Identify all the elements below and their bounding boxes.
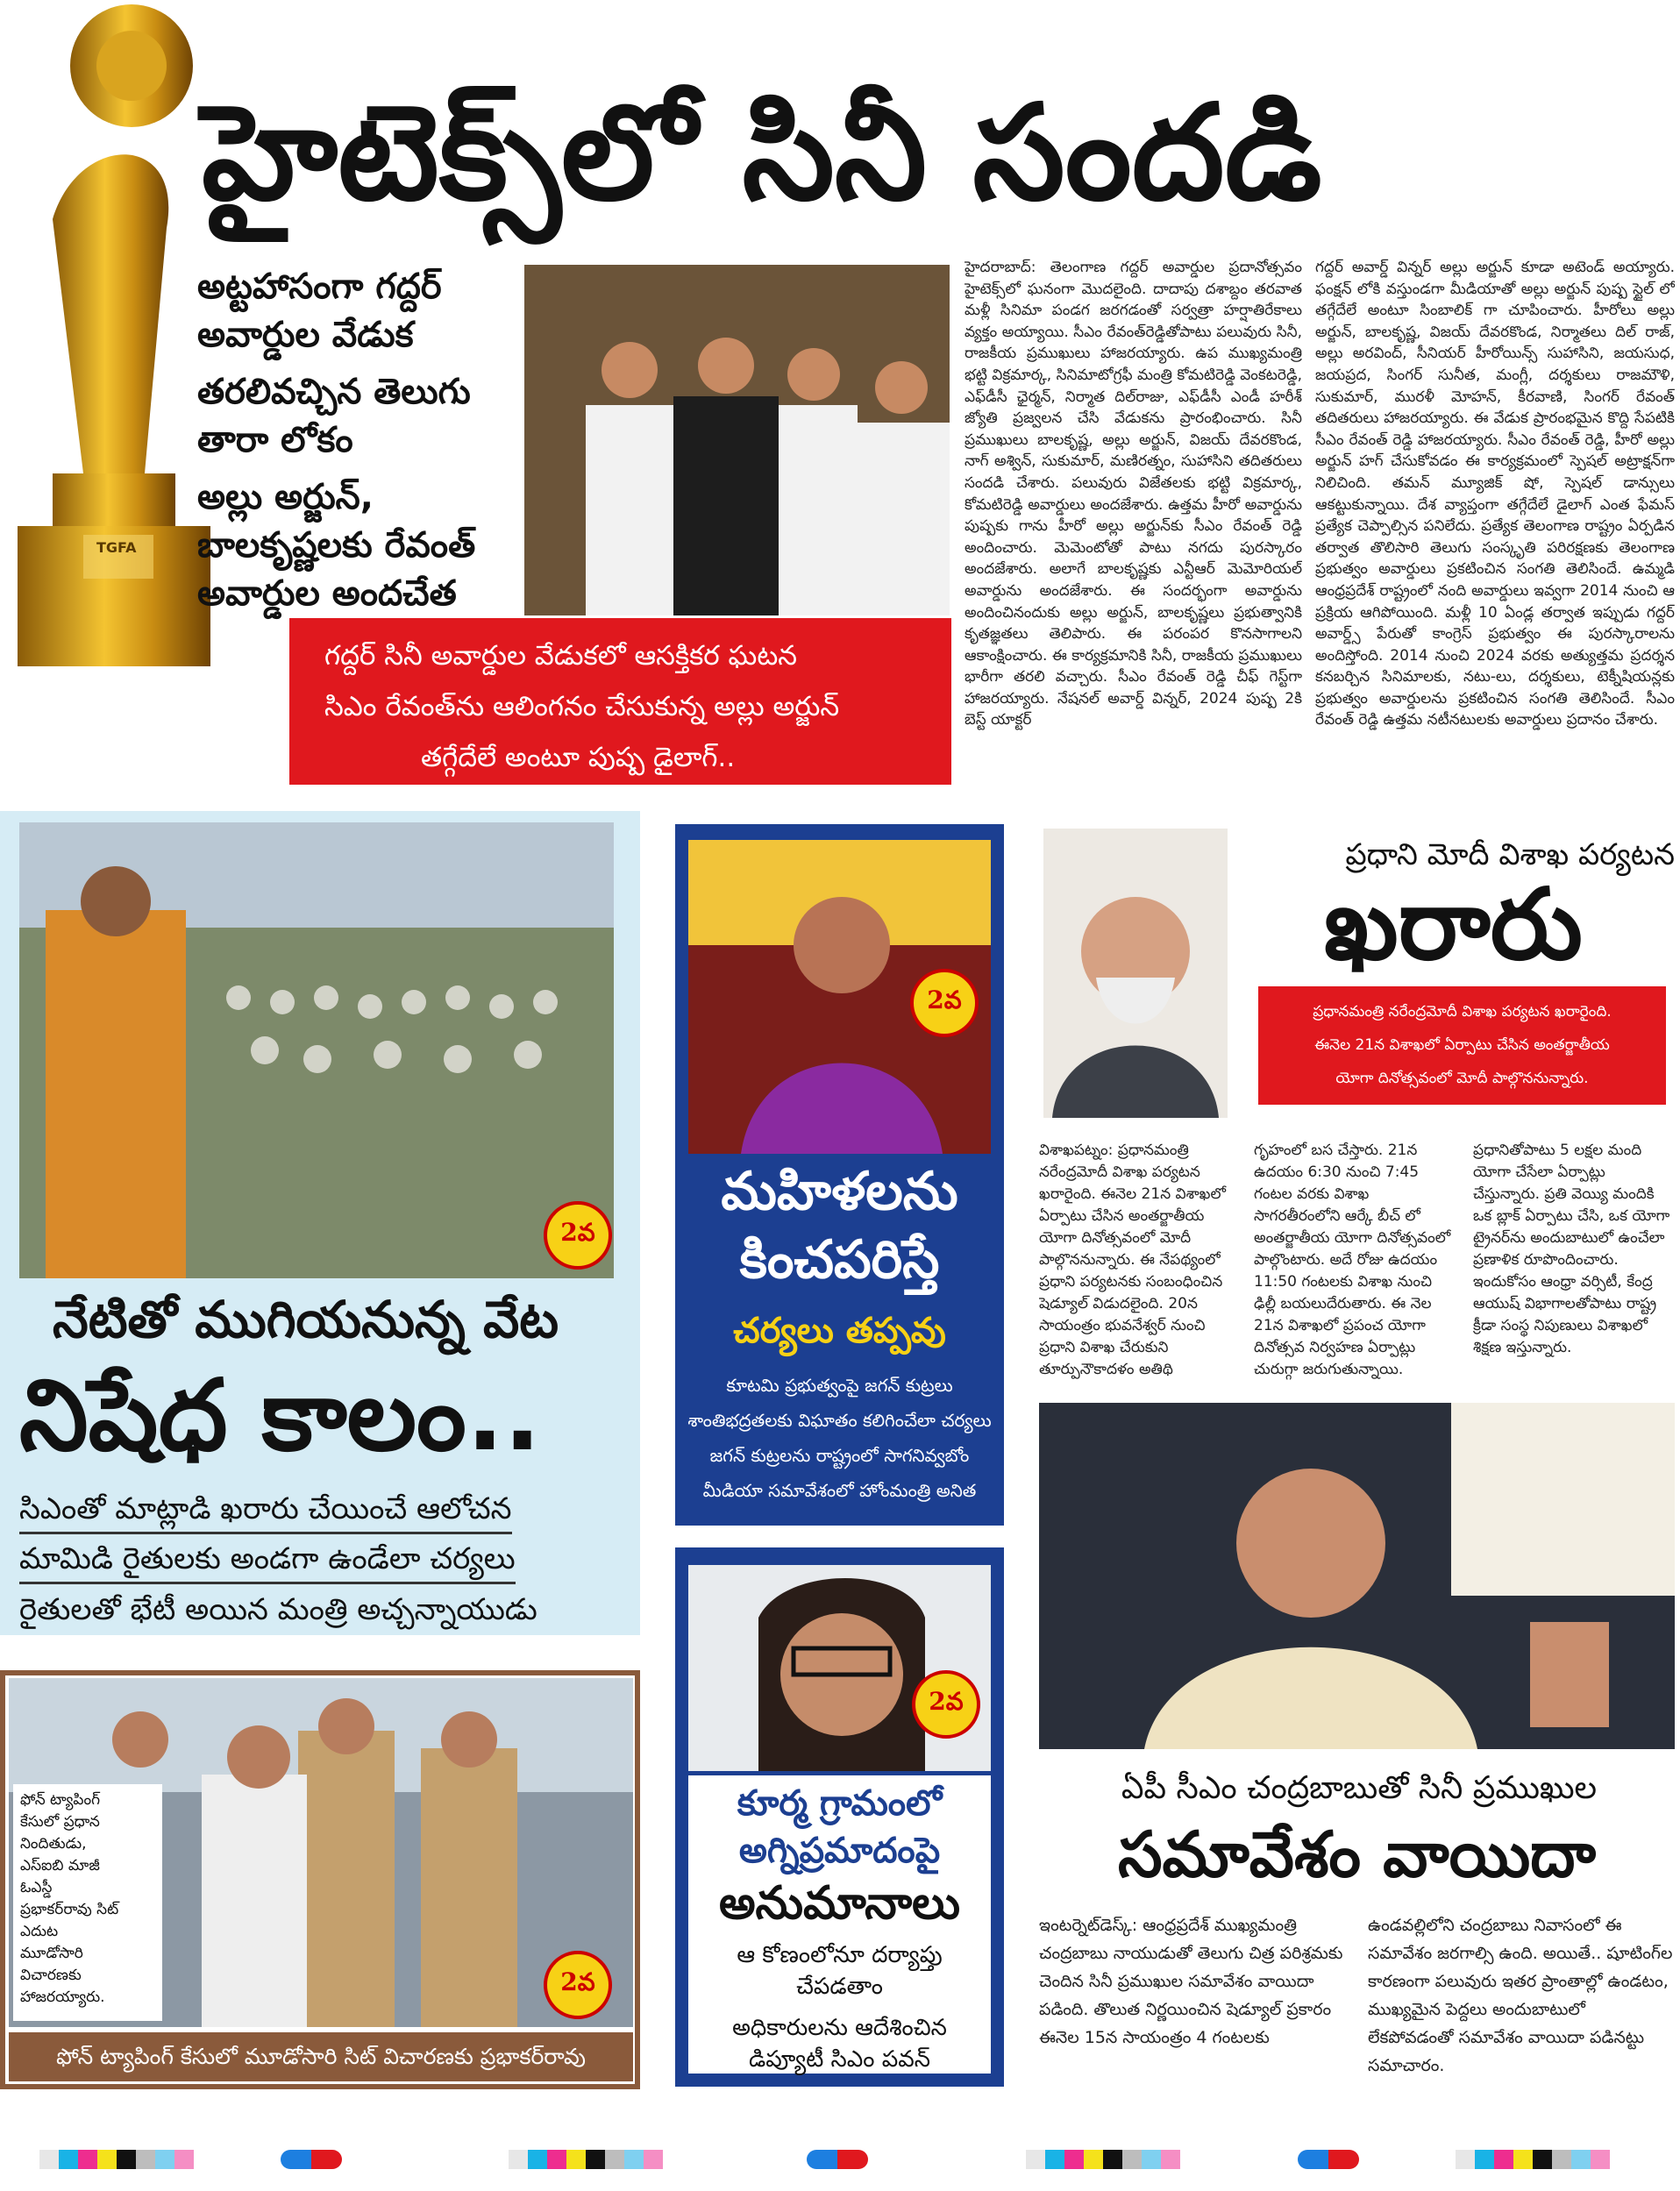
lead-body-col-1: హైదరాబాద్: తెలంగాణ గద్దర్ అవార్డుల ప్రదానోత్సవం హైటెక్స్‌లో ఘనంగా మొదలైంది. దాదాపు దశాబ్దం తరవాత మళ్లీ సినిమా పండగ జరగడంతో సర్వత్రా హర్షాతిరేకాలు వ్యక్తం అయ్యాయి. సీఎం రేవంత్‌రెడ్డితోపాటు పలువురు సినీ, రాజకీయ ప్రముఖులు హాజరయ్యారు. ఉప ముఖ్యమంత్రి భట్టి విక్రమార్క, సినిమాటోగ్రఫీ మంత్రి కోమటిరెడ్డి వెంకటరెడ్డి, ఎఫ్‌డీసీ ఛైర్మన్, నిర్మాత దిల్‌రాజు, ఎఫ్‌డీసీ ఎండీ హరీశ్ జ్యోతి ప్రజ్వలన చేసి వేడుకను ప్రారంభించారు. సినీ ప్రముఖులు బాలకృష్ణ, అల్లు అర్జున్, విజయ్ దేవరకొండ, నాగ్ అశ్విన్, సుకుమార్, మణిరత్నం, సుహాసిని తదితరులు సందడి చేశారు. పలువురు విజేతలకు భట్టి విక్రమార్క, కోమటిరెడ్డి అవార్డులు అందజేశారు. ఉత్తమ హీరో అవార్డును పుష్పకు గాను హీరో అల్లు అర్జున్‌కు సీఎం రేవంత్ రెడ్డి అందించారు. మెమెంటోతో పాటు నగదు పురస్కారం అందజేశారు. అలాగే బాలకృష్ణకు ఎన్టీఆర్ మెమోరియల్ అవార్డును అందజేశారు. ఈ సందర్భంగా అవార్డును అందించినందుకు అల్లు అర్జున్, బాలకృష్ణలు ప్రభుత్వానికి కృతజ్ఞతలు తెలిపారు. ఈ పరంపర కొనసాగాలని ఆకాంక్షించారు. ఈ కార్యక్రమానికి సినీ, రాజకీయ ప్రముఖులు భారీగా తరలి వచ్చారు. సీఎం రేవంత్ రెడ్డి చీఫ్ గెస్ట్‌గా హాజరయ్యారు. నేషనల్ అవార్డ్ విన్నర్, 2024 పుష్ప 2కి బెస్ట్ యాక్టర్ — [965, 259, 1302, 729]
page-headline: హైటెక్స్‌లో సినీ సందడి — [202, 77, 1322, 230]
reg-pill-2 — [807, 2150, 868, 2169]
women-subhead: చర్యలు తప్పవు — [733, 1311, 946, 1351]
phone-caption-3: నిందితుడు, — [20, 1835, 87, 1853]
fire-sub-2: చేపడతాం — [796, 1974, 883, 2000]
modi-kicker: ప్రధాని మోదీ విశాఖ పర్యటన — [1345, 837, 1675, 872]
fire-headline-1: కూర్మ గ్రామంలో — [737, 1783, 943, 1824]
color-bar-4 — [1456, 2150, 1610, 2169]
hunting-headline-big: నిషేధ కాలం.. — [19, 1359, 541, 1473]
cbn-col-2: ఉండవల్లిలోని చంద్రబాబు నివాసంలో ఈ సమావేశం జరగాల్సి ఉంది. అయితే.. షూటింగ్‌ల కారణంగా పలువురు ఇతర ప్రాంతాల్లో ఉండటం, ముఖ్యమైన పెద్దలు అందుబాటులో లేకపోవడంతో సమావేశం వాయిదా పడినట్టు సమాచారం. — [1368, 1916, 1673, 2075]
reg-pill-3 — [1298, 2150, 1359, 2169]
fire-sub-3: అధికారులను ఆదేశించిన — [732, 2015, 947, 2041]
modi-red-box — [1258, 986, 1666, 1105]
women-body-3: జగన్ కుట్రలను రాష్ట్రంలో సాగనివ్వబోం — [709, 1445, 970, 1466]
fire-stamp: 2వ — [912, 1670, 980, 1739]
phone-caption-6: ప్రభాకర్‌రావు సిట్ — [20, 1901, 119, 1918]
phone-caption — [13, 1784, 162, 2021]
lead-red-box — [289, 618, 951, 785]
color-bar-3 — [1026, 2150, 1180, 2169]
lead-red-line-1: గద్దర్ సినీ అవార్డుల వేడుకలో ఆసక్తికర ఘటన — [324, 640, 798, 672]
fire-sub-4: డిప్యూటీ సిఎం పవన్ — [749, 2046, 930, 2073]
phone-bottom-bar: ఫోన్ ట్యాపింగ్ కేసులో మూడోసారి సిట్ విచారణకు ప్రభాకర్‌రావు — [9, 2032, 633, 2081]
cbn-photo — [1039, 1403, 1675, 1749]
modi-headline: ఖరారు — [1324, 868, 1583, 982]
fire-headline-2: అగ్నిప్రమాదంపై — [738, 1831, 941, 1871]
modi-col-3: ప్రధానితోపాటు 5 లక్షల మంది యోగా చేసేలా ఏర్పాట్లు చేస్తున్నారు. ప్రతి వెయ్యి మందికి ఒక బ్లాక్ ఏర్పాటు చేసి, ఒక యోగా ట్రైనర్‌ను అందుబాటులో ఉంచేలా ప్రణాళిక రూపొందించారు. ఇందుకోసం ఆంధ్రా వర్సిటీ, కేంద్ర ఆయుష్ విభాగాలతోపాటు రాష్ట్ర క్రీడా సంస్థ నిపుణులు విశాఖలో శిక్షణ ఇస్తున్నారు. — [1473, 1142, 1670, 1356]
cbn-kicker: ఏపీ సీఎం చంద్రబాబుతో సినీ ప్రముఖుల — [1121, 1770, 1598, 1806]
hunting-headline-small: నేటితో ముగియనున్న వేట — [53, 1290, 559, 1349]
modi-col-2: గృహంలో బస చేస్తారు. 21న ఉదయం 6:30 నుంచి 7:45 గంటల వరకు విశాఖ సాగరతీరంలోని ఆర్కే బీచ్ లో అంతర్జాతీయ యోగా దినోత్సవంలో పాల్గొంటారు. అదే రోజు ఉదయం 11:50 గంటలకు విశాఖ నుంచి ఢిల్లీ బయలుదేరుతారు. ఈ నెల 21న విశాఖలో ప్రపంచ యోగా దినోత్సవ నిర్వహణ ఏర్పాట్లు చురుగ్గా జరుగుతున్నాయి. — [1254, 1142, 1451, 1378]
women-body-4: మీడియా సమావేశంలో హోంమంత్రి అనిత — [702, 1480, 977, 1501]
lead-red-line-2: సిఎం రేవంత్‌ను ఆలింగనం చేసుకున్న అల్లు అర్జున్ — [324, 691, 840, 722]
lead-photo — [524, 265, 950, 615]
fire-photo — [688, 1565, 991, 1771]
hunting-stamp: 2వ — [544, 1201, 612, 1270]
modi-photo — [1043, 829, 1228, 1118]
women-body-1: కూటమి ప్రభుత్వంపై జగన్ కుట్రలు — [726, 1375, 953, 1396]
phone-caption-9: విచారణకు — [20, 1967, 82, 1984]
women-stamp: 2వ — [910, 969, 979, 1037]
color-bar-2 — [509, 2150, 663, 2169]
phone-caption-2: కేసులో ప్రధాన — [20, 1813, 100, 1831]
fire-sub-1: ఆ కోణంలోనూ దర్యాప్తు — [737, 1942, 943, 1968]
hunting-sub-1: సిఎంతో మాట్లాడి ఖరారు చేయించే ఆలోచన — [19, 1486, 512, 1534]
lead-body-col-2: గద్దర్ అవార్డ్ విన్నర్ అల్లు అర్జున్ కూడా అటెండ్ అయ్యారు. ఫంక్షన్ లోకి వస్తుండగా మీడియాతో అల్లు అర్జున్ పుష్ప స్టైల్ లో తగ్గేదేలే అంటూ సింబాలిక్ గా చూపించారు. హీరోలు అల్లు అర్జున్, బాలకృష్ణ, విజయ్ దేవరకొండ, నిర్మాతలు దిల్ రాజ్, అల్లు అరవింద్, సీనియర్ హీరోయిన్స్ సుహాసిని, జయసుధ, జయప్రద, సింగర్ సునీత, మంగ్లీ, దర్శకులు రాజమౌళి, సుకుమార్, మురళీ మోహన్, కీరవాణి, సింగర్ రేవంత్ తదితరులు హాజరయ్యారు. ఈ వేడుక ప్రారంభమైన కొద్ది సేపటికి సీఎం రేవంత్ రెడ్డి హాజరయ్యారు. సీఎం రేవంత్ రెడ్డి, హీరో అల్లు అర్జున్ హగ్ చేసుకోవడం ఈ కార్యక్రమంలో స్పెషల్ అట్రాక్షన్‌గా నిలిచింది. తమన్ మ్యూజిక్ షో, స్పెషల్ డాన్సులు ఆకట్టుకున్నాయి. దేశ వ్యాప్తంగా తగ్గేదేలే డైలాగ్ ఎంత ఫేమస్ ప్రత్యేక చెప్పాల్సిన పనిలేదు. ప్రత్యేక తెలంగాణ రాష్ట్రం ఏర్పడిన తర్వాత తొలిసారి తెలుగు సంస్కృతి పరిరక్షణకు తెలంగాణ ప్రభుత్వం అవార్డులు ప్రకటించిన సంగతి తెలిసిందే. ఉమ్మడి ఆంధ్రప్రదేశ్ రాష్ట్రంలో నంది అవార్డులు ఇవ్వగా 2014 నుంచి ఆ ప్రక్రియ ఆగిపోయింది. మళ్లీ 10 ఏండ్ల తర్వాత ఇప్పుడు గద్దర్ అవార్డ్స్ పేరుతో కాంగ్రెస్ ప్రభుత్వం ఈ పురస్కారాలను అందిస్తోంది. 2014 నుంచి 2024 వరకు అత్యుత్తమ ప్రదర్శన కనబర్చిన సినిమాలకు, నటు-లు, దర్శకులు, టెక్నీషియన్లకు ప్రభుత్వం అవార్డులను ప్రకటించిన సంగతి తెలిసిందే. సీఎం రేవంత్ రెడ్డి ఉత్తమ నటీనటులకు అవార్డులు ప్రదానం చేశారు. — [1315, 259, 1675, 729]
lead-kicker-2: తరలివచ్చిన తెలుగు తారా లోకం — [197, 372, 471, 460]
hunting-sub-3: రైతులతో భేటీ అయిన మంత్రి అచ్చన్నాయుడు — [19, 1592, 537, 1627]
fire-headline-big: అనుమానాలు — [718, 1877, 961, 1930]
cbn-col-1: ఇంటర్నెట్‌డెస్క్: ఆంధ్రప్రదేశ్ ముఖ్యమంత్రి చంద్రబాబు నాయుడుతో తెలుగు చిత్ర పరిశ్రమకు చెందిన సినీ ప్రముఖుల సమావేశం వాయిదా పడింది. తొలుత నిర్ణయించిన షెడ్యూల్ ప్రకారం ఈనెల 15న సాయంత్రం 4 గంటలకు — [1039, 1916, 1343, 2047]
phone-caption-5: ఓఎస్డీ — [20, 1879, 53, 1896]
phone-caption-1: ఫోన్ ట్యాపింగ్ — [20, 1791, 101, 1809]
phone-caption-10: హాజరయ్యారు. — [20, 1988, 105, 2006]
modi-red-line-1: ప్రధానమంత్రి నరేంద్రమోదీ విశాఖ పర్యటన ఖరారైంది. — [1313, 1003, 1612, 1021]
phone-caption-8: మూడోసారి — [20, 1945, 83, 1962]
reg-pill-1 — [281, 2150, 342, 2169]
color-bar-1 — [39, 2150, 194, 2169]
phone-caption-7: ఎదుట — [20, 1923, 59, 1940]
modi-red-line-2: ఈనెల 21న విశాఖలో ఏర్పాటు చేసిన అంతర్జాతీయ — [1314, 1036, 1610, 1054]
lead-kicker-1: అట్టహాసంగా గద్దర్ అవార్డుల వేడుక — [197, 267, 442, 355]
hunting-sub-2: మామిడి రైతులకు అండగా ఉండేలా చర్యలు — [19, 1536, 516, 1584]
hunting-photo — [19, 822, 614, 1278]
phone-caption-4: ఎస్ఐబి మాజీ — [20, 1857, 100, 1874]
phone-stamp: 2వ — [544, 1951, 612, 2019]
lead-red-line-3: తగ్గేదేలే అంటూ పుష్ప డైలాగ్.. — [421, 742, 736, 773]
modi-red-line-3: యోగా దినోత్సవంలో మోదీ పాల్గొననున్నారు. — [1335, 1070, 1589, 1087]
lead-kicker-3: అల్లు అర్జున్, బాలకృష్ణలకు రేవంత్ అవార్డుల అందచేత — [197, 477, 476, 614]
modi-col-1: విశాఖపట్నం: ప్రధానమంత్రి నరేంద్రమోదీ విశాఖ పర్యటన ఖరారైంది. ఈనెల 21న విశాఖలో ఏర్పాటు చేసిన అంతర్జాతీయ యోగా దినోత్సవంలో మోదీ పాల్గొననున్నారు. ఈ నేపథ్యంలో ప్రధాని పర్యటనకు సంబంధించిన షెడ్యూల్ విడుదలైంది. 20న సాయంత్రం భువనేశ్వర్ నుంచి ప్రధాని విశాఖ చేరుకుని తూర్పునౌకాదళం అతిథి — [1039, 1142, 1226, 1378]
women-body-2: శాంతిభద్రతలకు విఘాతం కలిగించేలా చర్యలు — [687, 1410, 992, 1431]
cbn-headline: సమావేశం వాయిదా — [1117, 1818, 1597, 1891]
women-headline-1: మహిళలను — [721, 1161, 958, 1222]
trophy-label: TGFA — [96, 539, 137, 556]
trophy-image — [0, 0, 210, 684]
women-headline-2: కించపరిస్తే — [739, 1229, 940, 1291]
